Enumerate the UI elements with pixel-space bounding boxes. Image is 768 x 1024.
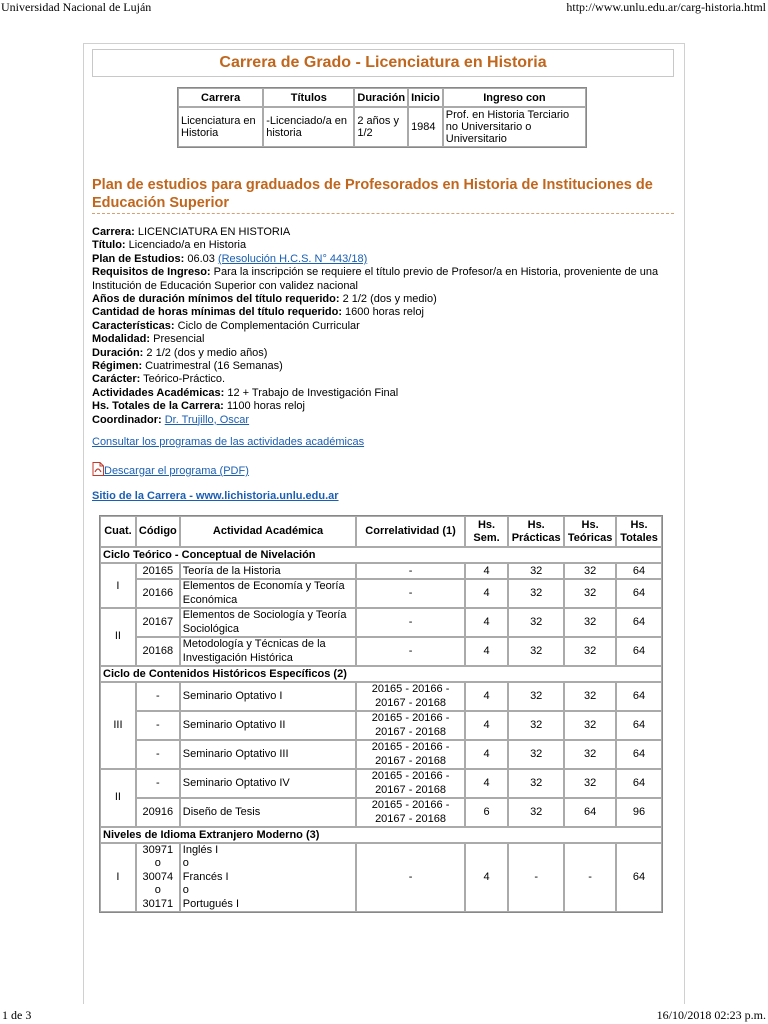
career-table: [177, 87, 587, 148]
page-title: Carrera de Grado - Licenciatura en Historia: [92, 49, 674, 77]
activity-line: Portugués I: [182, 897, 240, 910]
print-timestamp: 16/10/2018 02:23 p.m.: [656, 1008, 766, 1022]
hs-sem-cell: 4: [465, 769, 508, 798]
hs-teo-cell: 32: [564, 740, 616, 769]
hs-sem-cell: 4: [465, 563, 508, 579]
corr-cell: 20165 - 20166 - 20167 - 20168: [356, 682, 465, 711]
hs-prac-cell: 32: [508, 579, 564, 608]
corr-cell: 20165 - 20166 - 20167 - 20168: [356, 711, 465, 740]
field-value: 06.03: [184, 252, 218, 265]
hs-prac-cell: 32: [508, 769, 564, 798]
hs-teo-cell: -: [564, 843, 616, 912]
hs-tot-cell: 64: [616, 579, 662, 608]
career-header: Duración: [354, 88, 408, 107]
corr-cell: 20165 - 20166 - 20167 - 20168: [356, 740, 465, 769]
code-cell: -: [136, 711, 180, 740]
code-cell: 20166: [136, 579, 180, 608]
field-label: Coordinador:: [92, 413, 162, 426]
field-duracion: [92, 347, 682, 360]
divider: [92, 213, 674, 214]
code-cell: [136, 843, 180, 912]
field-label: Carrera:: [92, 226, 135, 238]
plan-fields: [92, 226, 682, 427]
field-value: Teórico-Práctico.: [140, 373, 226, 386]
activity-cell: Diseño de Tesis: [180, 798, 357, 827]
hs-prac-cell: 32: [508, 563, 564, 579]
hs-sem-cell: 4: [465, 711, 508, 740]
print-footer: [0, 1008, 768, 1022]
print-header-title: Universidad Nacional de Luján: [1, 0, 152, 14]
field-value: Cuatrimestral (16 Semanas): [142, 360, 283, 373]
activity-line: o: [182, 857, 189, 870]
field-horas-minimas: [92, 306, 682, 319]
col-header: Código: [136, 516, 180, 547]
col-header: Cuat.: [100, 516, 136, 547]
activity-cell: Metodología y Técnicas de la Investigación Histórica: [180, 637, 357, 666]
field-label: Carácter:: [92, 373, 141, 386]
field-label: Modalidad:: [92, 333, 151, 346]
field-actividades: [92, 387, 682, 400]
corr-cell: -: [356, 608, 465, 637]
field-label: Años de duración mínimos del título requerido:: [92, 293, 340, 306]
hs-teo-cell: 32: [564, 769, 616, 798]
field-label: Plan de Estudios:: [92, 252, 185, 265]
hs-prac-cell: 32: [508, 608, 564, 637]
activity-cell: Elementos de Economía y Teoría Económica: [180, 579, 357, 608]
code-cell: -: [136, 682, 180, 711]
field-value: LICENCIATURA EN HISTORIA: [134, 226, 291, 238]
career-cell: Licenciatura en Historia: [178, 107, 263, 147]
plan-title: Plan de estudios para graduados de Profesorados en Historia de Instituciones de Educación Superior: [92, 177, 653, 211]
field-value: Ciclo de Complementación Curricular: [174, 319, 360, 332]
section-header: Ciclo Teórico - Conceptual de Nivelación: [100, 547, 662, 563]
activity-cell: Seminario Optativo I: [180, 682, 357, 711]
hs-tot-cell: 64: [616, 711, 662, 740]
hs-prac-cell: 32: [508, 740, 564, 769]
field-value: Para la inscripción se requiere el título previo de Profesor/a en Historia, proveniente de una Institución de Educación Superior con validez nacional: [92, 266, 659, 292]
hs-teo-cell: 32: [564, 608, 616, 637]
field-label: Hs. Totales de la Carrera:: [92, 400, 224, 413]
pdf-icon: [92, 462, 104, 476]
col-header: Hs. Totales: [616, 516, 662, 547]
field-label: Actividades Académicas:: [92, 386, 225, 399]
cuat-cell: II: [100, 608, 136, 666]
code-cell: -: [136, 740, 180, 769]
hs-tot-cell: 64: [616, 843, 662, 912]
field-value: 2 1/2 (dos y medio años): [143, 346, 268, 359]
hs-sem-cell: 6: [465, 798, 508, 827]
code-cell: 20916: [136, 798, 180, 827]
code-cell: 20165: [136, 563, 180, 579]
field-regimen: [92, 360, 682, 373]
field-value: Licenciado/a en Historia: [125, 239, 247, 252]
code-line: 30074: [142, 870, 174, 883]
field-modalidad: [92, 333, 682, 346]
field-value: 1100 horas reloj: [223, 400, 305, 413]
field-caracteristicas: [92, 320, 682, 333]
hs-sem-cell: 4: [465, 637, 508, 666]
corr-cell: -: [356, 637, 465, 666]
activity-cell: Elementos de Sociología y Teoría Sociológica: [180, 608, 357, 637]
field-value: 1600 horas reloj: [341, 306, 424, 319]
code-cell: 20168: [136, 637, 180, 666]
hs-tot-cell: 96: [616, 798, 662, 827]
print-header-url: http://www.unlu.edu.ar/carg-historia.html: [566, 0, 766, 14]
field-label: Cantidad de horas mínimas del título requerido:: [92, 306, 342, 319]
career-header: Títulos: [263, 88, 354, 107]
code-line: 30171: [142, 897, 174, 910]
resolution-link[interactable]: (Resolución H.C.S. N° 443/18): [217, 252, 368, 265]
field-label: Requisitos de Ingreso:: [92, 266, 211, 279]
hs-tot-cell: 64: [616, 740, 662, 769]
hs-teo-cell: 32: [564, 579, 616, 608]
activity-cell: [180, 843, 357, 912]
hs-prac-cell: 32: [508, 711, 564, 740]
section-header: Niveles de Idioma Extranjero Moderno (3): [100, 827, 662, 843]
activity-cell: Seminario Optativo IV: [180, 769, 357, 798]
download-pdf[interactable]: [92, 462, 249, 477]
col-header: Hs. Teóricas: [564, 516, 616, 547]
hs-sem-cell: 4: [465, 843, 508, 912]
coordinator-link[interactable]: Dr. Trujillo, Oscar: [164, 413, 250, 426]
field-titulo: [92, 239, 682, 252]
page-count: 1 de 3: [2, 1008, 32, 1022]
hs-tot-cell: 64: [616, 637, 662, 666]
hs-sem-cell: 4: [465, 579, 508, 608]
consult-programs-link[interactable]: Consultar los programas de las actividades académicas: [92, 436, 365, 448]
hs-tot-cell: 64: [616, 769, 662, 798]
hs-prac-cell: -: [508, 843, 564, 912]
cuat-cell: II: [100, 769, 136, 827]
field-anos: [92, 293, 682, 306]
col-header: Hs. Sem.: [465, 516, 508, 547]
hs-teo-cell: 64: [564, 798, 616, 827]
career-cell: -Licenciado/a en historia: [263, 107, 354, 147]
activity-line: Francés I: [182, 870, 229, 883]
career-cell: Prof. en Historia Terciario no Universitario o Universitario: [443, 107, 586, 147]
career-cell: 1984: [408, 107, 443, 147]
activity-cell: Seminario Optativo II: [180, 711, 357, 740]
field-coordinador: [92, 414, 682, 427]
corr-cell: 20165 - 20166 - 20167 - 20168: [356, 798, 465, 827]
cuat-cell: III: [100, 682, 136, 769]
print-header: [0, 0, 768, 14]
hs-sem-cell: 4: [465, 682, 508, 711]
field-value: 2 1/2 (dos y medio): [339, 293, 437, 306]
hs-prac-cell: 32: [508, 637, 564, 666]
code-line: o: [154, 884, 161, 897]
field-carrera: [92, 226, 682, 239]
hs-tot-cell: 64: [616, 563, 662, 579]
hs-teo-cell: 32: [564, 637, 616, 666]
field-hs-totales: [92, 400, 682, 413]
career-cell: 2 años y 1/2: [354, 107, 408, 147]
career-header: Ingreso con: [443, 88, 586, 107]
career-header: Carrera: [178, 88, 263, 107]
code-cell: -: [136, 769, 180, 798]
corr-cell: 20165 - 20166 - 20167 - 20168: [356, 769, 465, 798]
hs-prac-cell: 32: [508, 798, 564, 827]
hs-sem-cell: 4: [465, 740, 508, 769]
hs-sem-cell: 4: [465, 608, 508, 637]
code-line: 30971: [142, 844, 174, 856]
cuat-cell: I: [100, 563, 136, 608]
activity-cell: Teoría de la Historia: [180, 563, 357, 579]
col-header: Correlatividad (1): [356, 516, 465, 547]
field-label: Régimen:: [92, 360, 143, 373]
corr-cell: -: [356, 843, 465, 912]
field-label: Duración:: [92, 346, 144, 359]
download-pdf-link[interactable]: Descargar el programa (PDF): [104, 465, 249, 477]
col-header: Hs. Prácticas: [508, 516, 564, 547]
code-line: o: [154, 857, 161, 870]
career-site-link[interactable]: Sitio de la Carrera - www.lichistoria.unlu.edu.ar: [92, 490, 339, 502]
code-cell: 20167: [136, 608, 180, 637]
field-requisitos: [92, 266, 682, 293]
corr-cell: -: [356, 579, 465, 608]
hs-teo-cell: 32: [564, 563, 616, 579]
col-header: Actividad Académica: [180, 516, 357, 547]
hs-prac-cell: 32: [508, 682, 564, 711]
field-caracter: [92, 373, 682, 386]
field-value: Presencial: [150, 333, 205, 346]
field-plan: [92, 253, 682, 266]
section-header: Ciclo de Contenidos Históricos Específicos (2): [100, 666, 662, 682]
activity-cell: Seminario Optativo III: [180, 740, 357, 769]
hs-teo-cell: 32: [564, 711, 616, 740]
activities-table: [99, 515, 663, 913]
corr-cell: -: [356, 563, 465, 579]
activity-line: o: [182, 884, 189, 897]
hs-tot-cell: 64: [616, 608, 662, 637]
field-label: Características:: [92, 319, 175, 332]
hs-tot-cell: 64: [616, 682, 662, 711]
field-label: Título:: [92, 239, 126, 252]
activity-line: Inglés I: [182, 844, 219, 856]
hs-teo-cell: 32: [564, 682, 616, 711]
career-header: Inicio: [408, 88, 443, 107]
cuat-cell: I: [100, 843, 136, 912]
field-value: 12 + Trabajo de Investigación Final: [224, 386, 399, 399]
